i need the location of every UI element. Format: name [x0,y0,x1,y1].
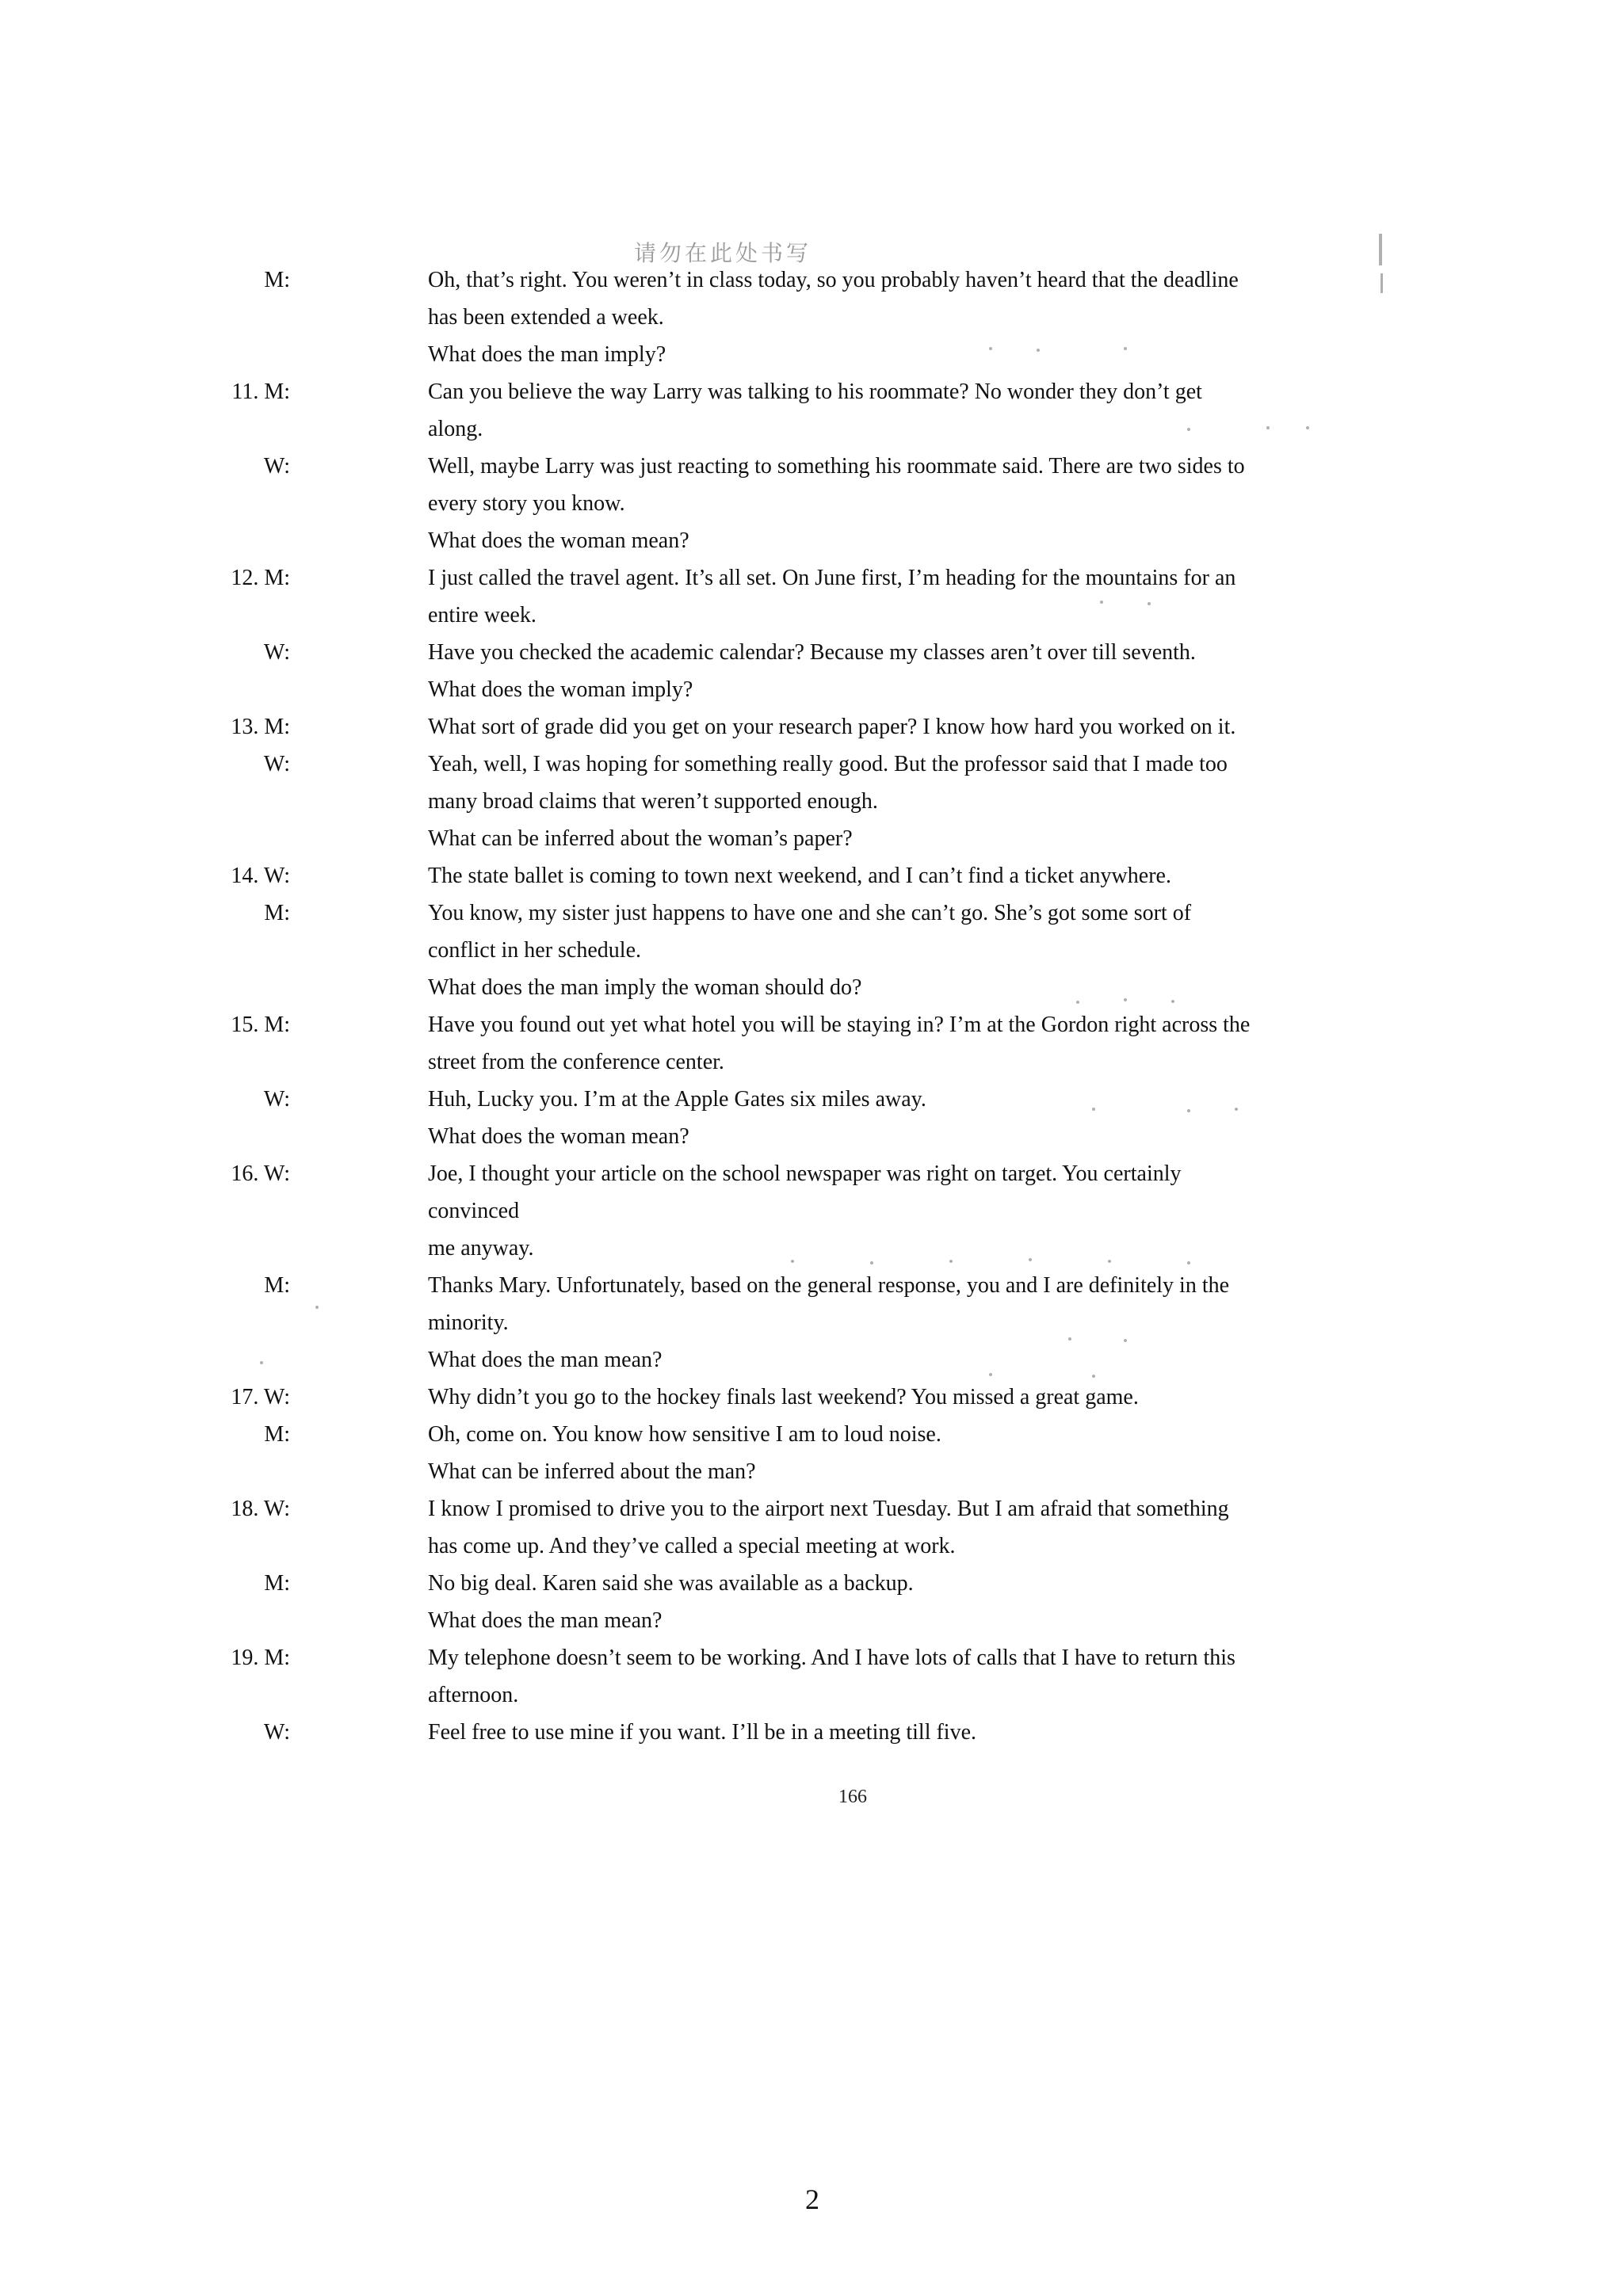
transcript-row [317,1043,1371,1081]
transcript-text: conflict in her schedule. [428,938,642,963]
transcript-text: Yeah, well, I was hoping for something really good. But the professor said that I made too [428,752,1228,776]
transcript-text: me anyway. [428,1236,534,1261]
transcript-text: Oh, that’s right. You weren’t in class today, so you probably haven’t heard that the deadline [428,268,1239,292]
transcript-row [263,746,1371,783]
transcript-text: Can you believe the way Larry was talking to his roommate? No wonder they don’t get [428,379,1202,404]
transcript-row [317,783,1371,820]
transcript-row [317,336,1371,373]
transcript-row [231,708,1371,746]
transcript-text: What can be inferred about the woman’s paper? [428,826,853,851]
transcript-row [231,1006,1371,1043]
speaker-label: 17. W: [231,1385,290,1409]
transcript-row [317,485,1371,522]
transcript-text: What does the man imply the woman should do? [428,975,862,1000]
transcript-row [317,1230,1371,1267]
transcript-text: What does the man mean? [428,1348,663,1372]
transcript-text: along. [428,417,483,441]
transcript-text: No big deal. Karen said she was available as a backup. [428,1571,914,1596]
transcript-row [231,1379,1371,1416]
transcript-row [317,1676,1371,1714]
transcript-row [263,634,1371,671]
transcript-row [317,522,1371,559]
transcript-text: What does the woman mean? [428,1124,689,1149]
transcript-text: entire week. [428,603,537,627]
transcript-row [317,1453,1371,1490]
transcript-text: You know, my sister just happens to have one and she can’t go. She’s got some sort of [428,901,1192,925]
speaker-label: 19. M: [231,1646,290,1670]
transcript-row [317,1118,1371,1155]
transcript-text: What does the man imply? [428,342,666,367]
transcript-text: What sort of grade did you get on your research paper? I know how hard you worked on it. [428,715,1236,739]
transcript-row [317,969,1371,1006]
transcript-text: afternoon. [428,1683,519,1707]
speaker-label: 18. W: [231,1497,290,1521]
transcript-row [231,559,1371,597]
transcript-row [317,597,1371,634]
transcript-text: Joe, I thought your article on the school newspaper was right on target. You certainly [428,1161,1182,1186]
transcript-row [264,1267,1371,1304]
transcript-text: Have you checked the academic calendar? Because my classes aren’t over till seventh. [428,640,1196,665]
speaker-label: W: [263,640,290,665]
transcript-text: The state ballet is coming to town next weekend, and I can’t find a ticket anywhere. [428,864,1171,888]
transcript-row [231,1155,1371,1192]
transcript-row [263,1714,1371,1751]
speaker-label: W: [263,454,290,479]
speaker-label: 12. M: [231,566,290,590]
transcript-text: Thanks Mary. Unfortunately, based on the general response, you and I are definitely in the [428,1273,1230,1298]
speaker-label: M: [264,1571,290,1596]
transcript-row [264,894,1371,932]
speaker-label: M: [264,1273,290,1298]
inner-page-number: 166 [838,1787,867,1807]
speaker-label: W: [263,1087,290,1112]
transcript-text: street from the conference center. [428,1050,724,1074]
transcript-text: Why didn’t you go to the hockey finals last weekend? You missed a great game. [428,1385,1139,1409]
transcript-row [317,1602,1371,1639]
transcript-row [264,261,1371,299]
transcript-text: has been extended a week. [428,305,664,330]
speaker-label: M: [264,1422,290,1447]
transcript-row [231,1639,1371,1676]
speaker-label: 16. W: [231,1161,290,1186]
transcript-row [263,1081,1371,1118]
speaker-label: 11. M: [231,379,290,404]
transcript-row [317,1341,1371,1379]
speaker-label: 15. M: [231,1013,290,1037]
transcript-text: Feel free to use mine if you want. I’ll be in a meeting till five. [428,1720,977,1745]
transcript-row [317,932,1371,969]
transcript-text: What does the man mean? [428,1608,663,1633]
transcript-text: has come up. And they’ve called a special meeting at work. [428,1534,956,1558]
transcript-row [264,1416,1371,1453]
transcript-text: What can be inferred about the man? [428,1459,756,1484]
speaker-label: W: [263,1720,290,1745]
transcript-row [317,1192,1371,1230]
transcript-row [317,820,1371,857]
speaker-label: 13. M: [231,715,290,739]
speaker-label: M: [264,268,290,292]
speaker-label: M: [264,901,290,925]
transcript-row [263,448,1371,485]
transcript-text: What does the woman imply? [428,677,693,702]
transcript-row [231,1490,1371,1527]
header-garbled-text: 请勿在此处书写 [634,242,812,266]
transcript-row [317,671,1371,708]
transcript-text: Huh, Lucky you. I’m at the Apple Gates six miles away. [428,1087,926,1112]
transcript-row [317,410,1371,448]
transcript-row [264,1565,1371,1602]
transcript-text: Well, maybe Larry was just reacting to something his roommate said. There are two sides to [428,454,1245,479]
speaker-label: W: [263,752,290,776]
transcript-text: I just called the travel agent. It’s all set. On June first, I’m heading for the mountains for an [428,566,1236,590]
transcript-text: What does the woman mean? [428,528,689,553]
transcript-lines [231,261,1371,1751]
transcript-row [231,373,1371,410]
speaker-label: 14. W: [231,864,290,888]
transcript-text: minority. [428,1310,509,1335]
transcript-row [231,857,1371,894]
transcript-row [317,299,1371,336]
footer-page-number: 2 [805,2183,819,2215]
transcript-text: Oh, come on. You know how sensitive I am to loud noise. [428,1422,941,1447]
transcript-text: every story you know. [428,491,625,516]
transcript-row [317,1304,1371,1341]
transcript-text: many broad claims that weren’t supported enough. [428,789,878,814]
transcript-text: My telephone doesn’t seem to be working. And I have lots of calls that I have to return this [428,1646,1235,1670]
transcript-row [317,1527,1371,1565]
transcript-text: I know I promised to drive you to the airport next Tuesday. But I am afraid that something [428,1497,1229,1521]
transcript-text: convinced [428,1199,520,1223]
transcript-text: Have you found out yet what hotel you will be staying in? I’m at the Gordon right across the [428,1013,1251,1037]
